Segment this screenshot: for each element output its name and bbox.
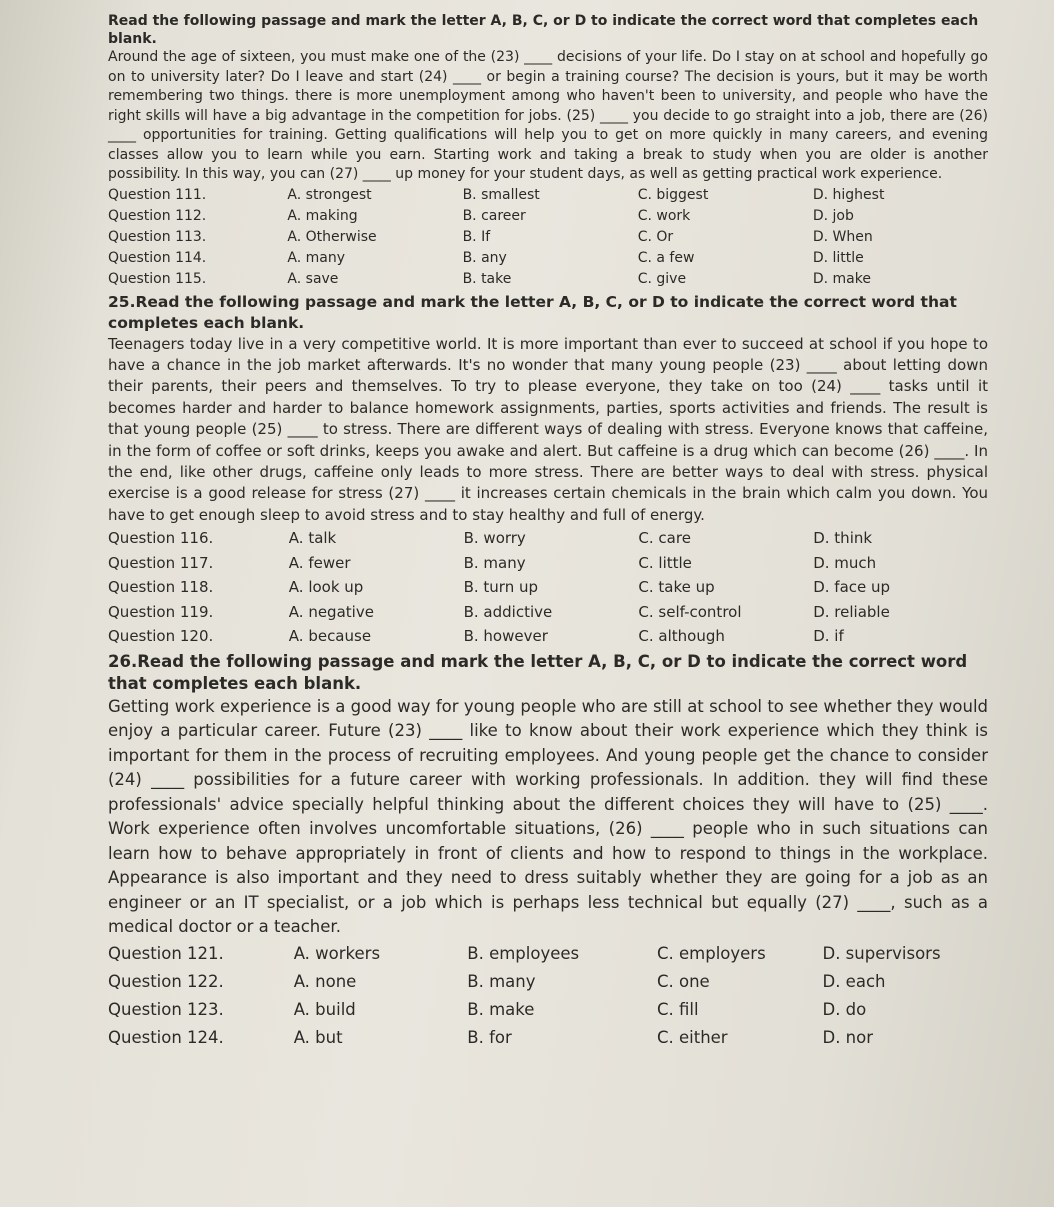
- question-label: Question 112.: [108, 207, 207, 224]
- option-d: D. much: [813, 553, 877, 572]
- question-row: [108, 551, 988, 576]
- exercise-section-25: [108, 292, 988, 649]
- exercise-section-26: [108, 651, 988, 1052]
- option-b: B. employees: [467, 943, 580, 963]
- passage-paragraph: Getting work experience is a good way for young people who are still at school to see whether they would enjoy a particular career. Future (23) ____ like to know about their work experience which they think is important for them in the process of recruiting employees. And young people get the chance to consider (24) ____ possibilities for a future career with working professionals. In addition. they will find these professionals' advice specially helpful thinking about the different choices they will have to (25) ____. Work experience often involves uncomfortable situations, (26) ____ people who in such situations can learn how to behave appropriately in front of clients and how to respond to things in the workplace. Appearance is also important and they need to dress suitably whether they are going for a job as an engineer or an IT specialist, or a job which is perhaps less technical but equally (27) ____, such as a medical doctor or a teacher.: [108, 696, 988, 937]
- option-a: A. workers: [293, 943, 381, 963]
- option-d: D. supervisors: [822, 943, 941, 963]
- option-c: C. self-control: [638, 602, 742, 621]
- option-b: B. however: [463, 627, 548, 646]
- question-label: Question 124.: [108, 1027, 224, 1047]
- option-c: C. a few: [637, 249, 695, 266]
- question-label: Question 115.: [108, 270, 207, 287]
- option-c: C. give: [637, 270, 687, 287]
- option-c: C. care: [638, 529, 691, 548]
- question-label: Question 118.: [108, 578, 214, 597]
- question-label: Question 111.: [108, 186, 207, 203]
- option-d: D. nor: [822, 1027, 874, 1047]
- question-label: Question 119.: [108, 602, 214, 621]
- option-a: A. look up: [288, 578, 364, 597]
- question-row: [108, 996, 988, 1024]
- question-row: [108, 600, 988, 625]
- option-b: B. worry: [463, 529, 526, 548]
- option-a: A. many: [287, 249, 346, 266]
- option-b: B. career: [462, 207, 526, 224]
- question-label: Question 114.: [108, 249, 207, 266]
- question-row: [108, 940, 988, 968]
- option-b: B. If: [462, 228, 491, 245]
- option-a: A. fewer: [288, 553, 351, 572]
- option-c: C. fill: [656, 999, 699, 1019]
- question-row: [108, 185, 988, 206]
- passage-paragraph: Teenagers today live in a very competitive world. It is more important than ever to succeed at school if you hope to have a chance in the job market afterwards. It's no wonder that many young people (23) ____ about letting down their parents, their peers and themselves. To try to please everyone, they take on too (24) ____ tasks until it becomes harder and harder to balance homework assignments, parties, sports activities and friends. The result is that young people (25) ____ to stress. There are different ways of dealing with stress. Everyone knows that caffeine, in the form of coffee or soft drinks, keeps you awake and alert. But caffeine is a drug which can become (26) ____. In the end, like other drugs, caffeine only leads to more stress. There are better ways to deal with stress. physical exercise is a good release for stress (27) ____ it increases certain chemicals in the brain which calm you down. You have to get enough sleep to avoid stress and to stay healthy and full of energy.: [108, 334, 988, 524]
- question-label: Question 116.: [108, 529, 214, 548]
- option-c: C. either: [656, 1027, 728, 1047]
- exercise-section-1: [108, 12, 988, 290]
- option-a: A. Otherwise: [287, 228, 377, 245]
- option-b: B. for: [467, 1027, 512, 1047]
- question-row: [108, 248, 988, 269]
- question-label: Question 121.: [108, 943, 224, 963]
- option-c: C. work: [637, 207, 691, 224]
- option-a: A. strongest: [287, 186, 372, 203]
- option-d: D. job: [812, 207, 854, 224]
- question-label: Question 120.: [108, 627, 214, 646]
- question-row: [108, 968, 988, 996]
- option-b: B. many: [463, 553, 526, 572]
- option-b: B. make: [467, 999, 535, 1019]
- option-c: C. Or: [637, 228, 674, 245]
- option-d: D. face up: [813, 578, 891, 597]
- option-a: A. talk: [288, 529, 337, 548]
- question-row: [108, 1024, 988, 1052]
- option-b: B. turn up: [463, 578, 539, 597]
- option-c: C. employers: [656, 943, 766, 963]
- passage-paragraph: Around the age of sixteen, you must make one of the (23) ____ decisions of your life. Do I stay on at school and hopefully go on to university later? Do I leave and start (24) ____ or begin a training course? The decision is yours, but it may be worth remembering two things. there is more unemployment among who haven't been to university, and people who have the right skills will have a big advantage in the competition for jobs. (25) ____ you decide to go straight into a job, there are (26) ____ opportunities for training. Getting qualifications will help you to get on more quickly in many careers, and evening classes allow you to learn while you earn. Starting work and taking a break to study when you are older is another possibility. In this way, you can (27) ____ up money for your student days, as well as getting practical work experience.: [108, 49, 988, 182]
- option-a: A. making: [287, 207, 358, 224]
- option-d: D. little: [812, 249, 864, 266]
- question-row: [108, 526, 988, 551]
- question-row: [108, 269, 988, 290]
- section-heading: Read the following passage and mark the letter A, B, C, or D to indicate the correct word that completes each blank.: [108, 13, 979, 47]
- section-heading: 25.Read the following passage and mark the letter A, B, C, or D to indicate the correct word that completes each blank.: [108, 292, 957, 332]
- question-row: [108, 206, 988, 227]
- option-a: A. but: [293, 1027, 343, 1047]
- option-c: C. take up: [638, 578, 715, 597]
- question-row: [108, 624, 988, 649]
- option-d: D. make: [812, 270, 871, 287]
- question-label: Question 122.: [108, 971, 224, 991]
- option-d: D. reliable: [813, 602, 890, 621]
- option-b: B. many: [467, 971, 536, 991]
- option-d: D. When: [812, 228, 873, 245]
- option-c: C. little: [638, 553, 692, 572]
- option-d: D. think: [813, 529, 873, 548]
- option-d: D. if: [813, 627, 844, 646]
- question-row: [108, 227, 988, 248]
- option-d: D. each: [822, 971, 886, 991]
- option-c: C. although: [638, 627, 725, 646]
- option-b: B. any: [462, 249, 507, 266]
- option-a: A. because: [288, 627, 372, 646]
- option-b: B. take: [462, 270, 512, 287]
- section-heading: 26.Read the following passage and mark the letter A, B, C, or D to indicate the correct word that completes each blank.: [108, 651, 968, 693]
- option-a: A. none: [293, 971, 357, 991]
- option-c: C. one: [656, 971, 710, 991]
- option-b: B. smallest: [462, 186, 540, 203]
- worksheet-content: [108, 12, 988, 1054]
- option-a: A. save: [287, 270, 339, 287]
- option-d: D. do: [822, 999, 867, 1019]
- question-label: Question 123.: [108, 999, 224, 1019]
- question-label: Question 113.: [108, 228, 207, 245]
- option-c: C. biggest: [637, 186, 709, 203]
- option-a: A. build: [293, 999, 356, 1019]
- option-d: D. highest: [812, 186, 885, 203]
- question-row: [108, 575, 988, 600]
- option-b: B. addictive: [463, 602, 553, 621]
- option-a: A. negative: [288, 602, 374, 621]
- question-label: Question 117.: [108, 553, 214, 572]
